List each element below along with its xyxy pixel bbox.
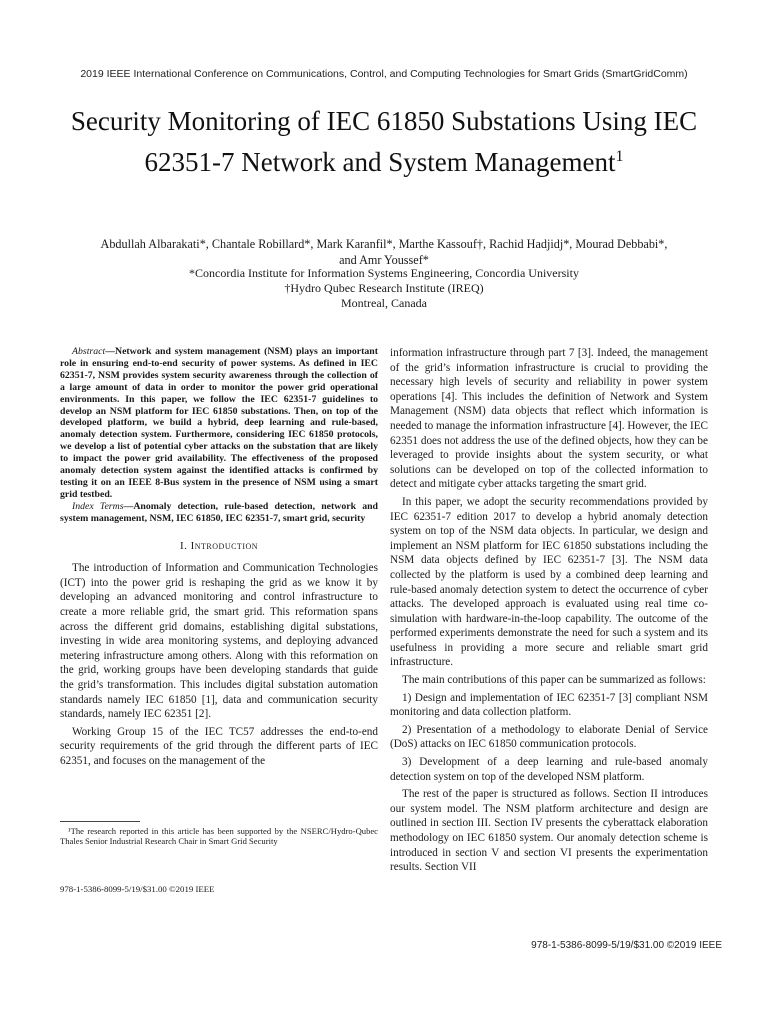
conference-header: 2019 IEEE International Conference on Communications, Control, and Computing Technologies for Smart Grids (SmartGridComm) bbox=[80, 68, 688, 80]
author-list bbox=[40, 236, 728, 268]
copyright-right: 978-1-5386-8099-5/19/$31.00 ©2019 IEEE bbox=[531, 940, 722, 951]
right-paragraph-3: The main contributions of this paper can be summarized as follows: bbox=[402, 674, 706, 687]
right-paragraph-2: In this paper, we adopt the security recommendations provided by IEC 62351-7 edition 2017 to develop a hybrid anomaly detection system on top of the NSM data objects. In particular, we design and implement an NSM platform for IEC 61850 substations including the NSM data objects defined by IEC 62351-7 [3]. The NSM data collected by the platform is used by a combined deep learning and rule-based anomaly detection system to detect the occurrence of cyber attacks. The developed approach is evaluated using real time co-simulation with hardware-in-the-loop capability. The outcome of the performed experiments demonstrate the need for such a system and its usefulness in providing a more secure and reliable smart grid infrastructure. bbox=[390, 495, 708, 669]
right-paragraph-1: information infrastructure through part 7 [3]. Indeed, the management of the grid’s information infrastructure is crucial to providing the necessary high levels of security and reliability in power system operations [4]. This includes the definition of Network and System Management (NSM) data objects that reflect which information is needed to manage the information infrastructure [4]. However, the IEC 62351 does not address the use of the defined objects, how they can be leveraged to provide insights about the system security, or what solutions can be developed on top of the collected information to detect and mitigate cyber attacks targeting the smart grid. bbox=[390, 347, 708, 491]
copyright-left: 978-1-5386-8099-5/19/$31.00 ©2019 IEEE bbox=[60, 884, 215, 894]
affiliations bbox=[40, 266, 728, 311]
authors-line-1: Abdullah Albarakati*, Chantale Robillard*, Mark Karanfil*, Marthe Kassouf†, Rachid Hadjidj*, Mourad Debbabi*, bbox=[100, 237, 668, 251]
contribution-2: 2) Presentation of a methodology to elaborate Denial of Service (DoS) attacks on IEC 61850 communication protocols. bbox=[390, 723, 708, 751]
footnote-divider bbox=[60, 821, 140, 822]
authors-line-2: and Amr Youssef* bbox=[339, 253, 429, 267]
right-column bbox=[390, 346, 708, 878]
abstract-lead: Abstract bbox=[72, 346, 106, 357]
footnote bbox=[60, 826, 378, 847]
title-text: Security Monitoring of IEC 61850 Substations Using IEC 62351-7 Network and System Management bbox=[70, 106, 698, 177]
abstract bbox=[60, 346, 378, 525]
affiliation-3: Montreal, Canada bbox=[341, 296, 427, 310]
abstract-paragraph bbox=[60, 346, 378, 501]
index-terms-lead: Index Terms bbox=[72, 500, 124, 512]
right-paragraph-4: The rest of the paper is structured as follows. Section II introduces our system model. The NSM platform architecture and design are outlined in section III. Section IV presents the cyberattack elaboration methodology on IEC 61850 system. Our anomaly detection scheme is introduced in section V and section VI presents the experimentation results. Section VII bbox=[390, 788, 708, 874]
left-column bbox=[60, 346, 378, 772]
index-terms bbox=[60, 501, 378, 525]
affiliation-2: †Hydro Qubec Research Institute (IREQ) bbox=[284, 281, 484, 295]
contribution-3: 3) Development of a deep learning and rule-based anomaly detection system on top of the developed NSM platform. bbox=[390, 756, 708, 783]
abstract-text: —Network and system management (NSM) plays an important role in ensuring end-to-end security of power systems. As defined in IEC 62351-7, NSM provides system security awareness through the collection of a large amount of data in order to monitor the power grid operational environments. In this paper, we follow the IEC 62351-7 guidelines to develop an NSM platform for IEC 61850 substations. Then, on top of the developed platform, we build a hybrid, deep learning and rule-based, anomaly detection system. Furthermore, considering IEC 61850 protocols, we develop a list of potential cyber attacks on the substation that are likely to impact the power grid availability. The effectiveness of the proposed anomaly detection system against the identified attacks is confirmed by testing it on an IEEE 8-Bus system in the presence of NSM using a smart grid testbed. bbox=[60, 346, 378, 500]
intro-paragraph-1: The introduction of Information and Communication Technologies (ICT) into the power grid is reshaping the grid as we know it by developing an advanced monitoring and control infrastructure to create a more reliable grid, the smart grid. This reformation spans across the different grid domains, establishing digital substations, investing in wide area monitoring systems, and deploying advanced metering infrastructure among others. Along with this reformation on the grid, working groups have been developing standards that guide the grid’s transformation. This includes digital substation automation standards namely IEC 61850 [1], data and communication security standards, namely IEC 62351 [2]. bbox=[60, 562, 378, 721]
paper-title bbox=[60, 104, 708, 180]
footnote-text: ¹The research reported in this article has been supported by the NSERC/Hydro-Qubec Thales Senior Industrial Research Chair in Smart Grid Security bbox=[60, 826, 378, 847]
title-footnote-mark: 1 bbox=[615, 148, 624, 165]
intro-paragraph-2: Working Group 15 of the IEC TC57 addresses the end-to-end security requirements of the grid through the different parts of IEC 62351, and focuses on the management of the bbox=[60, 725, 378, 767]
section-heading-introduction: I. Introduction bbox=[179, 539, 259, 552]
affiliation-1: *Concordia Institute for Information Systems Engineering, Concordia University bbox=[189, 266, 579, 280]
contribution-1: 1) Design and implementation of IEC 62351-7 [3] compliant NSM monitoring and data collection platform. bbox=[390, 691, 708, 719]
index-terms-text: —Anomaly detection, rule-based detection, network and system management, NSM, IEC 61850, IEC 62351-7, smart grid, security bbox=[60, 500, 378, 524]
